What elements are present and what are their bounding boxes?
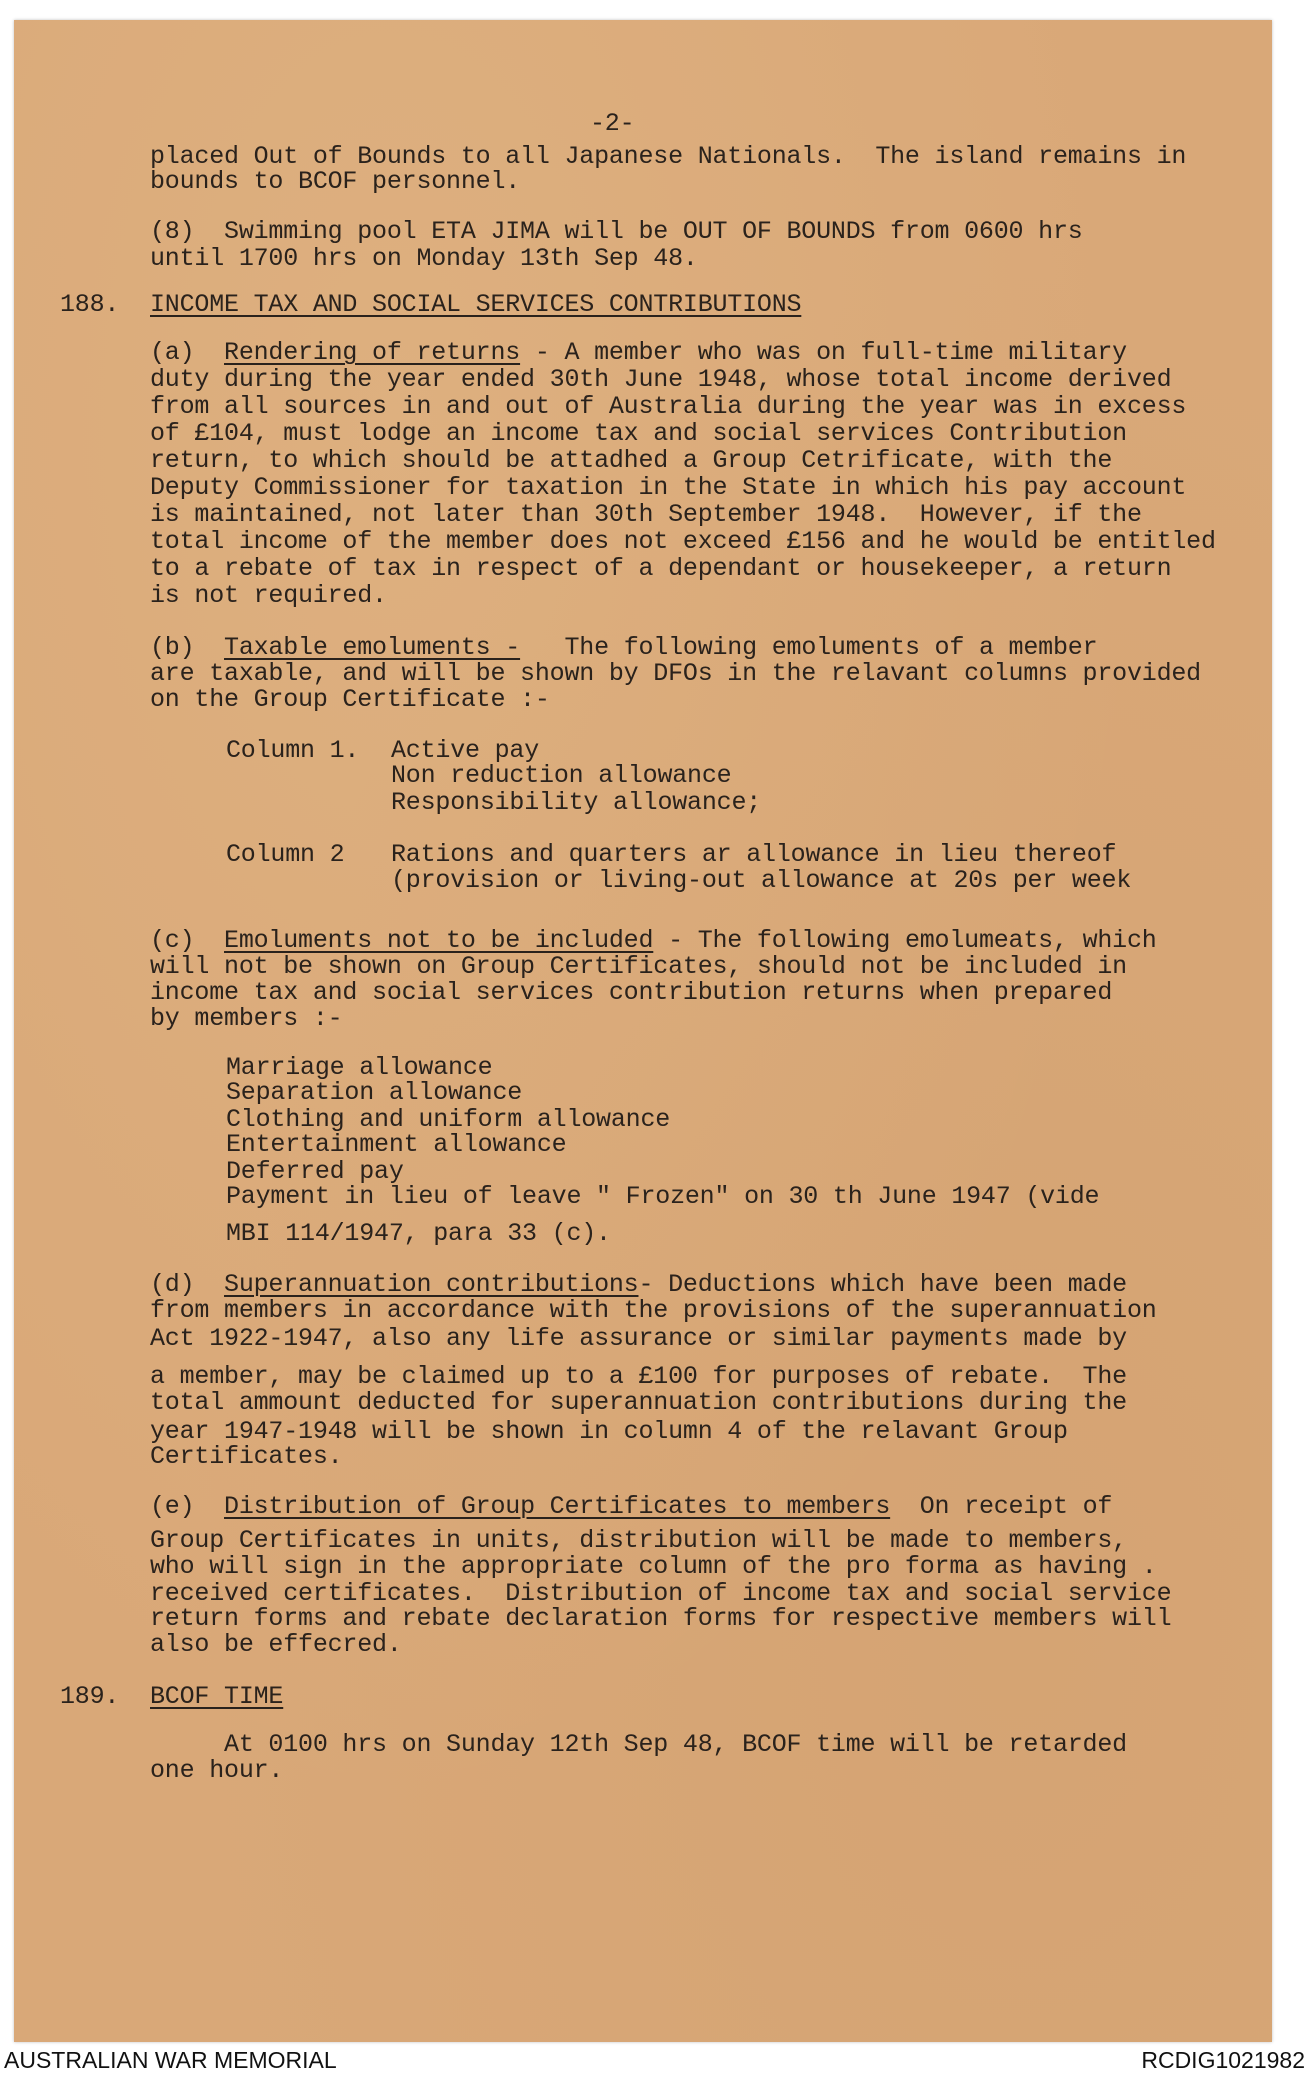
text-line: received certificates. Distribution of income tax and social service — [150, 1579, 1172, 1608]
column-item: Responsibility allowance; — [391, 788, 762, 817]
label: (b) — [150, 633, 225, 662]
list-item: MBI 114/1947, para 33 (c). — [226, 1219, 611, 1248]
text: - A member who was on full-time military — [520, 338, 1127, 367]
subheading: Distribution of Group Certificates to members — [224, 1492, 891, 1521]
text-line: by members :- — [150, 1004, 343, 1033]
text-line: Certificates. — [150, 1442, 343, 1471]
text-line: Group Certificates in units, distribution will be made to members, — [150, 1526, 1127, 1555]
text-line: will not be shown on Group Certificates, should not be included in — [150, 952, 1127, 981]
list-item: Deferred pay — [226, 1157, 404, 1186]
text-line: from members in accordance with the provisions of the superannuation — [150, 1296, 1157, 1325]
text: - The following emolumeats, which — [653, 926, 1157, 955]
subheading: Rendering of returns — [224, 338, 521, 367]
section-number: 188. — [60, 290, 120, 319]
text-line: of £104, must lodge an income tax and social services Contribution — [150, 419, 1127, 448]
text-line: total ammount deducted for superannuation contributions during the — [150, 1388, 1127, 1417]
column-item: Rations and quarters ar allowance in lieu thereof — [391, 840, 1117, 869]
text-line: Deputy Commissioner for taxation in the State in which his pay account — [150, 473, 1187, 502]
text-line: are taxable, and will be shown by DFOs in the relavant columns provided — [150, 659, 1201, 688]
text-line: return forms and rebate declaration forms for respective members will — [150, 1604, 1172, 1633]
paragraph-e-first-line — [150, 1493, 1112, 1521]
footer-source: AUSTRALIAN WAR MEMORIAL — [4, 2047, 337, 2073]
subheading: Emoluments not to be included — [224, 926, 654, 955]
list-item: Marriage allowance — [226, 1053, 493, 1082]
section-number: 189. — [60, 1682, 120, 1711]
section-heading: BCOF TIME — [150, 1682, 284, 1711]
text-line: duty during the year ended 30th June 1948, whose total income derived — [150, 365, 1172, 394]
paragraph-c-first-line — [150, 927, 1157, 955]
text-line: on the Group Certificate :- — [150, 685, 550, 714]
list-item: Separation allowance — [226, 1078, 523, 1107]
text: On receipt of — [890, 1492, 1113, 1521]
text-line: placed Out of Bounds to all Japanese Nationals. The island remains in — [150, 142, 1187, 171]
text-line: income tax and social services contribution returns when prepared — [150, 978, 1113, 1007]
subheading: Taxable emoluments - — [224, 633, 521, 662]
text-line: a member, may be claimed up to a £100 for purposes of rebate. The — [150, 1362, 1127, 1391]
label: (a) — [150, 338, 225, 367]
subheading: Superannuation contributions — [224, 1270, 639, 1299]
list-item: Entertainment allowance — [226, 1130, 567, 1159]
column-name: Column 2 — [226, 840, 345, 869]
label: (d) — [150, 1270, 225, 1299]
text-line: until 1700 hrs on Monday 13th Sep 48. — [150, 244, 698, 273]
text-line: At 0100 hrs on Sunday 12th Sep 48, BCOF time will be retarded — [150, 1730, 1127, 1759]
column-item: (provision or living-out allowance at 20s per week — [391, 866, 1132, 895]
label: (c) — [150, 926, 225, 955]
text-line: (8) Swimming pool ETA JIMA will be OUT OF BOUNDS from 0600 hrs — [150, 217, 1083, 246]
text-line: year 1947-1948 will be shown in column 4 of the relavant Group — [150, 1417, 1068, 1446]
paragraph-b-first-line — [150, 634, 1097, 662]
paragraph-a-first-line — [150, 339, 1127, 367]
text-line: one hour. — [150, 1756, 284, 1785]
list-item: Payment in lieu of leave " Frozen" on 30 th June 1947 (vide — [226, 1182, 1100, 1211]
column-item: Active pay — [391, 736, 540, 765]
text-line: who will sign in the appropriate column of the pro forma as having . — [150, 1552, 1157, 1581]
text-line: return, to which should be attadhed a Group Cetrificate, with the — [150, 446, 1113, 475]
footer-record-id: RCDIG1021982 — [1141, 2047, 1305, 2073]
column-name: Column 1. — [226, 736, 360, 765]
text: The following emoluments of a member — [520, 633, 1098, 662]
text-line: to a rebate of tax in respect of a dependant or housekeeper, a return — [150, 554, 1172, 583]
list-item: Clothing and uniform allowance — [226, 1105, 671, 1134]
page-number: -2- — [590, 109, 635, 138]
text-line: is not required. — [150, 581, 387, 610]
text-line: also be effecred. — [150, 1630, 402, 1659]
paragraph-d-first-line — [150, 1271, 1127, 1299]
text-line: total income of the member does not exceed £156 and he would be entitled — [150, 527, 1216, 556]
text-line: bounds to BCOF personnel. — [150, 167, 521, 196]
text-line: is maintained, not later than 30th September 1948. However, if the — [150, 500, 1142, 529]
text-line: from all sources in and out of Australia during the year was in excess — [150, 392, 1187, 421]
column-item: Non reduction allowance — [391, 761, 732, 790]
label: (e) — [150, 1492, 225, 1521]
text-line: Act 1922-1947, also any life assurance or similar payments made by — [150, 1324, 1127, 1353]
text: - Deductions which have been made — [638, 1270, 1127, 1299]
section-heading: INCOME TAX AND SOCIAL SERVICES CONTRIBUTIONS — [150, 290, 802, 319]
